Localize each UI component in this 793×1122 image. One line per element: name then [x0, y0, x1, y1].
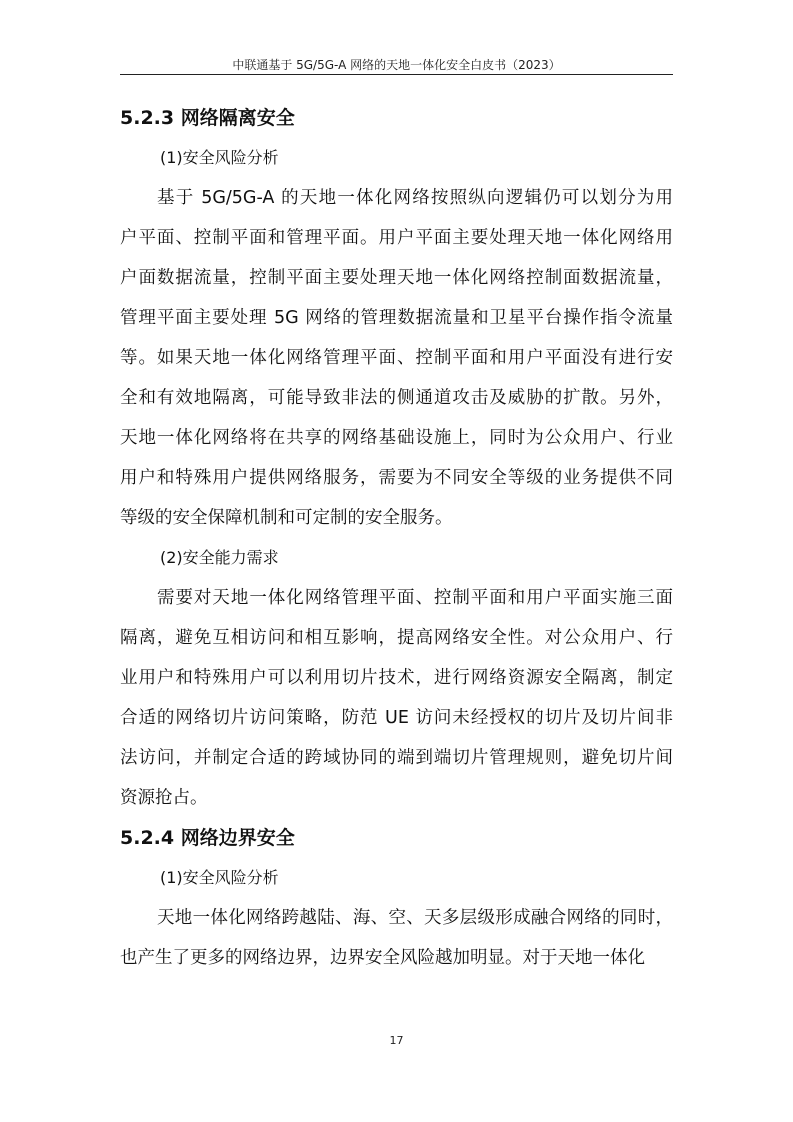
section-heading: 5.2.3 网络隔离安全	[120, 107, 295, 129]
paragraph-line: 基于 5G/5G-A 的天地一体化网络按照纵向逻辑仍可以划分为用	[157, 188, 673, 208]
subsection-heading: (1)安全风险分析	[160, 868, 279, 887]
paragraph-line: 合适的网络切片访问策略，防范 UE 访问未经授权的切片及切片间非	[120, 708, 673, 728]
subsection-heading: (1)安全风险分析	[160, 148, 279, 167]
paragraph-line: 户面数据流量，控制平面主要处理天地一体化网络控制面数据流量，	[120, 268, 673, 288]
page-number: 17	[389, 1034, 404, 1047]
paragraph-line: 户平面、控制平面和管理平面。用户平面主要处理天地一体化网络用	[120, 228, 673, 248]
paragraph-line: 隔离，避免互相访问和相互影响，提高网络安全性。对公众用户、行	[120, 628, 673, 648]
paragraph-line: 管理平面主要处理 5G 网络的管理数据流量和卫星平台操作指令流量	[120, 308, 673, 328]
paragraph-line: 用户和特殊用户提供网络服务，需要为不同安全等级的业务提供不同	[120, 468, 673, 488]
paragraph-line: 等级的安全保障机制和可定制的安全服务。	[120, 508, 453, 528]
paragraph-line: 全和有效地隔离，可能导致非法的侧通道攻击及威胁的扩散。另外，	[120, 388, 673, 408]
paragraph	[120, 578, 673, 818]
paragraph-line: 也产生了更多的网络边界，边界安全风险越加明显。对于天地一体化	[120, 948, 645, 968]
page-body	[120, 98, 673, 978]
paragraph-line: 天地一体化网络跨越陆、海、空、天多层级形成融合网络的同时，	[157, 908, 673, 928]
paragraph	[120, 898, 673, 978]
header-rule	[120, 74, 673, 75]
paragraph-line: 资源抢占。	[120, 788, 208, 808]
paragraph-line: 需要对天地一体化网络管理平面、控制平面和用户平面实施三面	[157, 588, 673, 608]
section-heading: 5.2.4 网络边界安全	[120, 827, 295, 849]
paragraph	[120, 178, 673, 538]
paragraph-line: 天地一体化网络将在共享的网络基础设施上，同时为公众用户、行业	[120, 428, 673, 448]
running-header: 中联通基于 5G/5G-A 网络的天地一体化安全白皮书（2023）	[232, 58, 561, 72]
paragraph-line: 法访问，并制定合适的跨域协同的端到端切片管理规则，避免切片间	[120, 748, 673, 768]
paragraph-line: 等。如果天地一体化网络管理平面、控制平面和用户平面没有进行安	[120, 348, 673, 368]
paragraph-line: 业用户和特殊用户可以利用切片技术，进行网络资源安全隔离，制定	[120, 668, 673, 688]
subsection-heading: (2)安全能力需求	[160, 548, 279, 567]
